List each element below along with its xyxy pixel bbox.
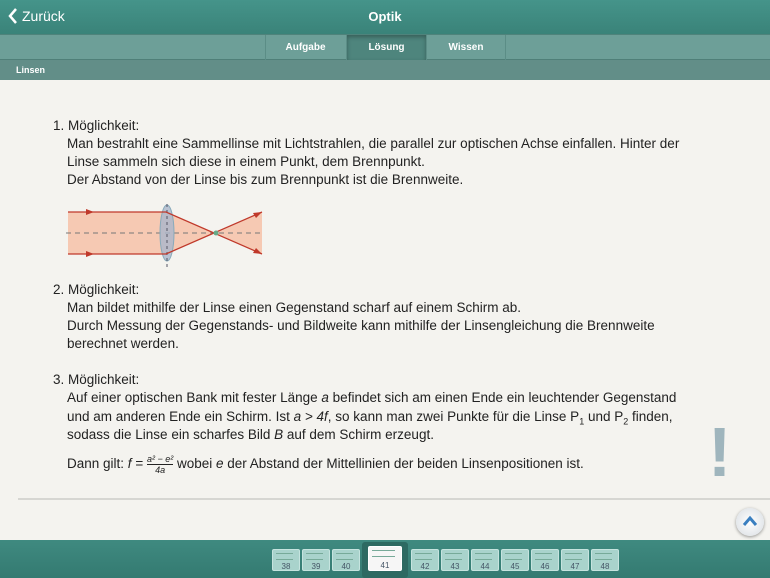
m1-line: Man bestrahlt eine Sammellinse mit Lichtstrahlen, die parallel zur optischen Achse einfallen. Hinter der (67, 136, 680, 151)
back-label: Zurück (22, 8, 65, 24)
tab-wissen[interactable]: Wissen (426, 35, 506, 60)
header (0, 0, 770, 34)
page-navigator (0, 540, 770, 578)
page-thumb[interactable]: 42 (411, 549, 439, 571)
page-thumb[interactable]: 46 (531, 549, 559, 571)
m1-title: 1. Möglichkeit: (53, 118, 140, 133)
m1-line: Linse sammeln sich diese in einem Punkt, dem Brennpunkt. (67, 154, 425, 169)
focal-point (214, 231, 219, 236)
tab-loesung[interactable]: Lösung (346, 35, 426, 60)
m2-line: Durch Messung der Gegenstands- und Bildweite kann mithilfe der Linsengleichung die Brennweite (67, 318, 655, 333)
formula-fraction: $\frac{\text{a² − e²}}{4a}$ (146, 454, 174, 475)
page-thumb[interactable]: 39 (302, 549, 330, 571)
scroll-up-button[interactable] (736, 508, 764, 536)
m1-line: Der Abstand von der Linse bis zum Brennpunkt ist die Brennweite. (67, 172, 464, 187)
divider (18, 498, 770, 500)
page-thumb[interactable]: 40 (332, 549, 360, 571)
tab-aufgabe[interactable]: Aufgabe (265, 35, 345, 60)
page-thumb[interactable]: 43 (441, 549, 469, 571)
m2-line: berechnet werden. (67, 336, 179, 351)
page-thumb[interactable]: 48 (591, 549, 619, 571)
page-thumb[interactable]: 45 (501, 549, 529, 571)
page-thumb[interactable]: 47 (561, 549, 589, 571)
solution-content (0, 80, 770, 540)
m3-line: Auf einer optischen Bank mit fester Länge a befindet sich am einen Ende ein leuchtender Gegenstand (67, 390, 677, 405)
section-title: Linsen (0, 60, 770, 80)
chevron-up-icon (742, 515, 758, 527)
m3-line: sodass die Linse ein scharfes Bild B auf dem Schirm erzeugt. (67, 427, 434, 442)
m2-title: 2. Möglichkeit: (53, 282, 140, 297)
m3-title: 3. Möglichkeit: (53, 372, 140, 387)
formula-line: Dann gilt: f = $\frac{\text{a² − e²}}{4a}$ wobei e der Abstand der Mittellinien der beiden Linsenpositionen ist. (67, 454, 584, 475)
page-thumb-current[interactable]: 41 (368, 546, 402, 571)
lens-diagram (66, 204, 266, 268)
m2-line: Man bildet mithilfe der Linse einen Gegenstand scharf auf einem Schirm ab. (67, 300, 521, 315)
exclamation-icon: ! (708, 413, 732, 491)
page-title: Optik (368, 9, 402, 24)
m3-line: und am anderen Ende ein Schirm. Ist a > 4f, so kann man zwei Punkte für die Linse $P_1$ und $P_2$ finden, (67, 409, 673, 427)
page-thumb[interactable]: 44 (471, 549, 499, 571)
page-thumb[interactable]: 38 (272, 549, 300, 571)
tab-bar (0, 34, 770, 60)
